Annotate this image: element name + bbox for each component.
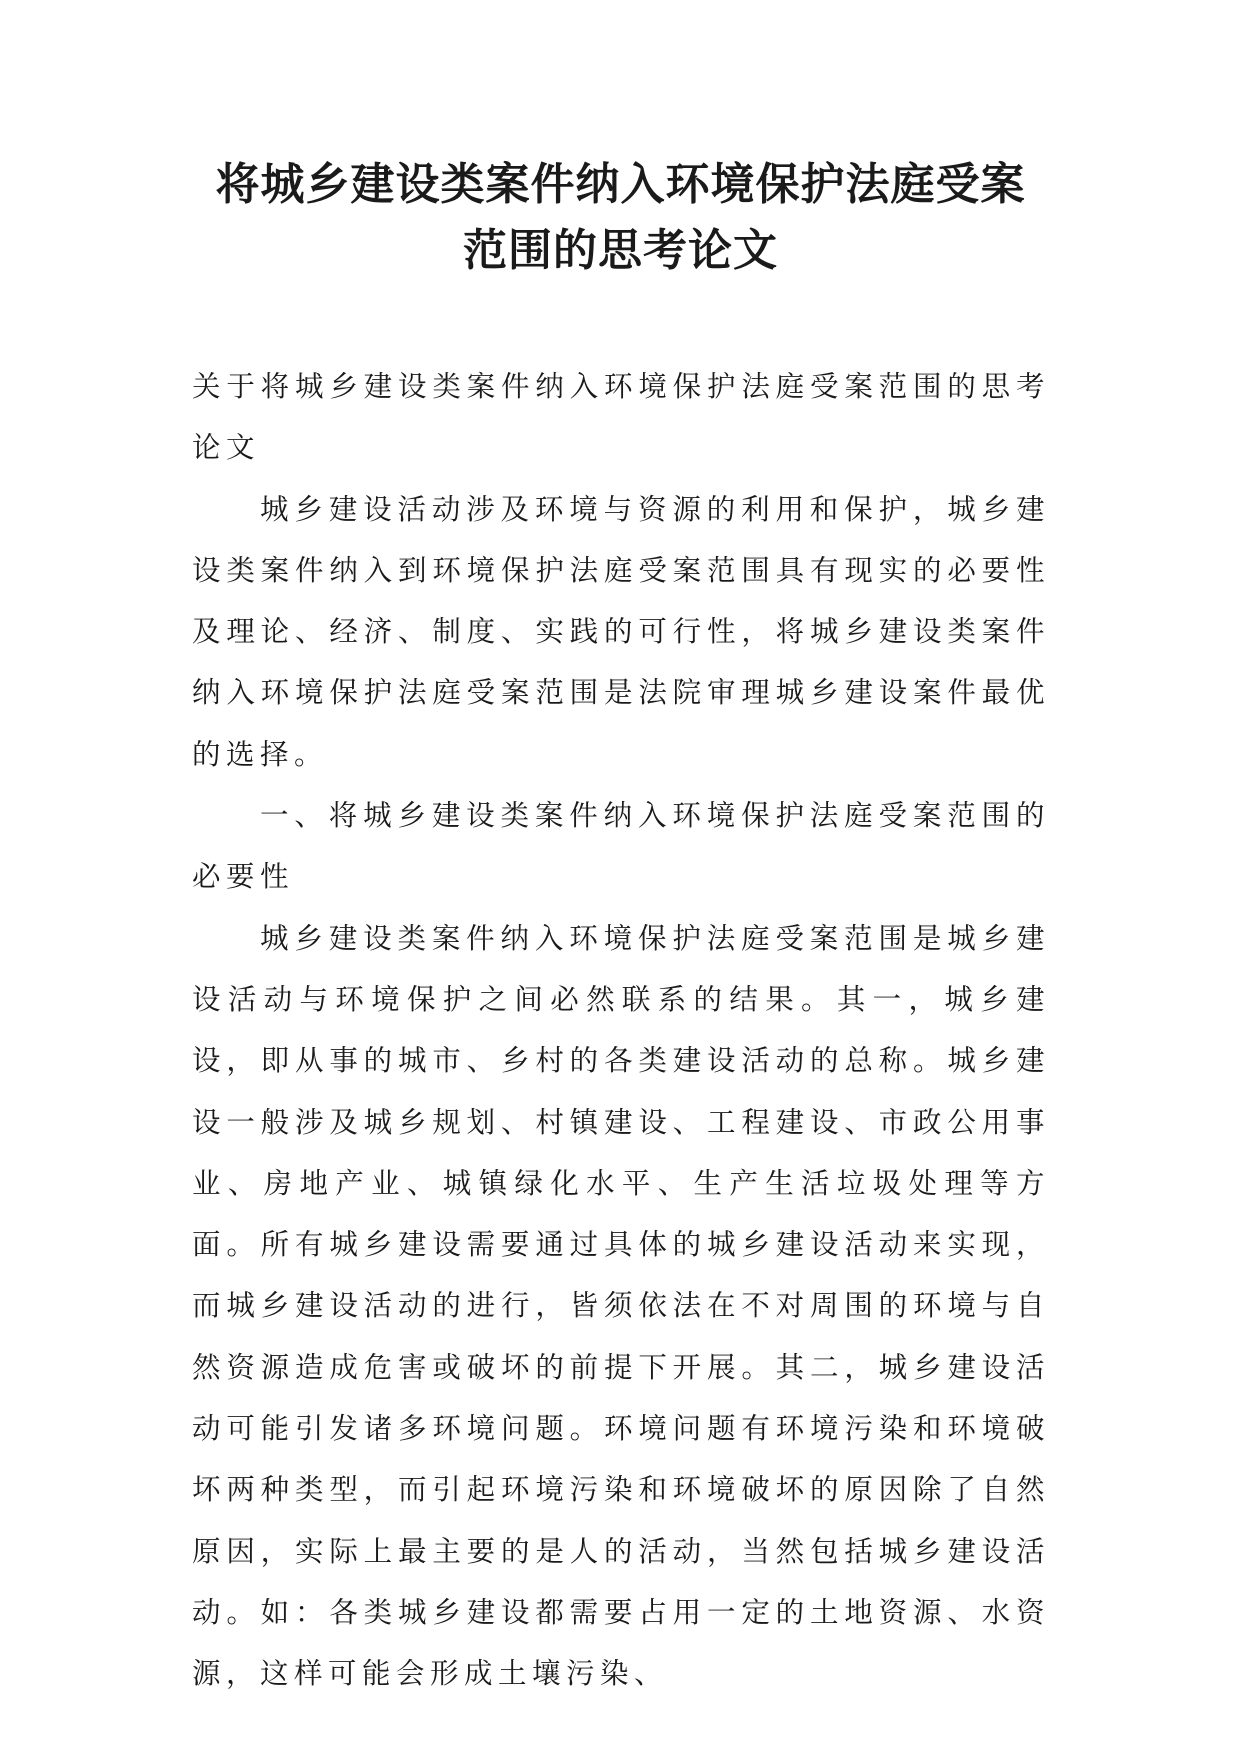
title-line-2: 范围的思考论文 — [463, 225, 778, 276]
title-line-1: 将城乡建设类案件纳入环境保护法庭受案 — [215, 159, 1026, 210]
paragraph-2: 城乡建设类案件纳入环境保护法庭受案范围是城乡建设活动与环境保护之间必然联系的结果。其一，城乡建设，即从事的城市、乡村的各类建设活动的总称。城乡建设一般涉及城乡规划、村镇建设、工程建设、市政公用事业、房地产业、城镇绿化水平、生产生活垃圾处理等方面。所有城乡建设需要通过具体的城乡建设活动来实现，而城乡建设活动的进行，皆须依法在不对周围的环境与自然资源造成危害或破坏的前提下开展。其二，城乡建设活动可能引发诸多环境问题。环境问题有环境污染和环境破坏两种类型，而引起环境污染和环境破坏的原因除了自然原因，实际上最主要的是人的活动，当然包括城乡建设活动。如：各类城乡建设都需要占用一定的土地资源、水资源，这样可能会形成土壤污染、 — [192, 921, 1050, 1691]
intro-line: 关于将城乡建设类案件纳入环境保护法庭受案范围的思考论文 — [192, 370, 1050, 465]
document-title — [150, 152, 1091, 284]
document-body — [192, 356, 1050, 1705]
section-heading-1: 一、将城乡建设类案件纳入环境保护法庭受案范围的必要性 — [192, 799, 1050, 894]
paragraph-1: 城乡建设活动涉及环境与资源的利用和保护，城乡建设类案件纳入到环境保护法庭受案范围具有现实的必要性及理论、经济、制度、实践的可行性，将城乡建设类案件纳入环境保护法庭受案范围是法院审理城乡建设案件最优的选择。 — [192, 492, 1050, 771]
